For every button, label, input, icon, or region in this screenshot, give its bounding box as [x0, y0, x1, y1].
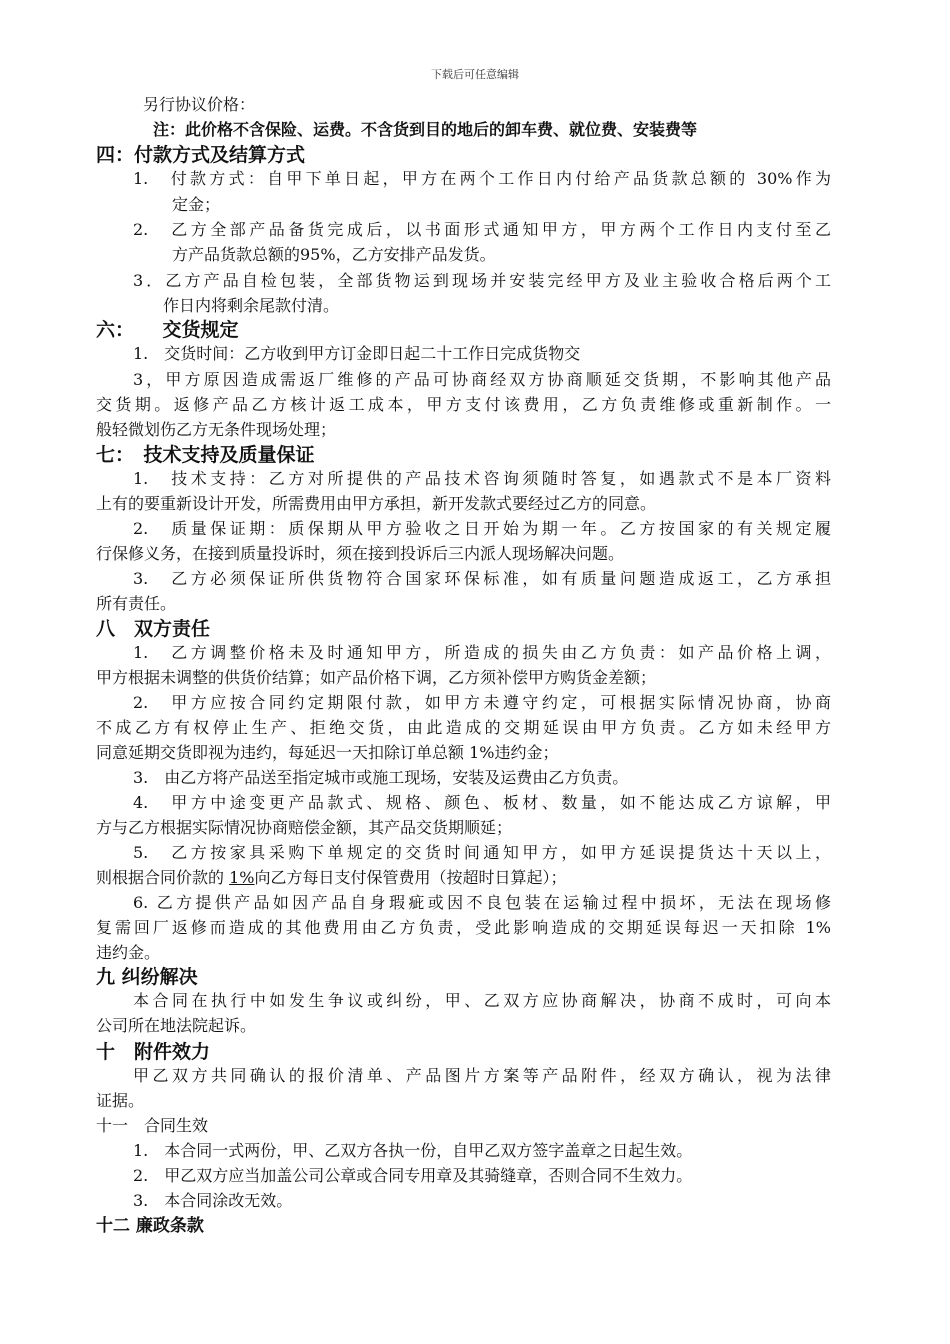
text-span: 则根据合同价款的 [96, 868, 230, 887]
text-line: 2. 质量保证期：质保期从甲方验收之日开始为期一年。乙方按国家的有关规定履 [133, 519, 831, 538]
text-line: 同意延期交货即视为违约，每延迟一天扣除订单总额 1%违约金； [96, 743, 559, 762]
text-line: 3．乙方产品自检包装，全部货物运到现场并安装完经甲方及业主验收合格后两个工 [133, 271, 831, 290]
text-line: 甲乙双方共同确认的报价清单、产品图片方案等产品附件，经双方确认，视为法律 [133, 1066, 831, 1085]
section-heading-7: 七： 技术支持及质量保证 [96, 444, 315, 466]
section-heading-11: 十一 合同生效 [96, 1116, 209, 1135]
text-line: 不成乙方有权停止生产、拒绝交货，由此造成的交期延误由甲方负责。乙方如未经甲方 [96, 718, 831, 737]
section-heading-10: 十 附件效力 [96, 1041, 211, 1063]
text-line: 交货期。返修产品乙方核计返工成本，甲方支付该费用，乙方负责维修或重新制作。一 [96, 395, 831, 414]
text-line: 另行协议价格： [143, 95, 256, 114]
text-line: 复需回厂返修而造成的其他费用由乙方负责，受此影响造成的交期延误每迟一天扣除 1% [96, 918, 831, 937]
page-header: 下载后可任意编辑 [431, 68, 519, 81]
text-line: 6. 乙方提供产品如因产品自身瑕疵或因不良包装在运输过程中损坏，无法在现场修 [133, 893, 831, 912]
text-line: 1. 技术支持：乙方对所提供的产品技术咨询须随时答复，如遇款式不是本厂资料 [133, 469, 831, 488]
text-line: 方与乙方根据实际情况协商赔偿金额，其产品交货期顺延； [96, 818, 513, 837]
section-heading-9: 九 纠纷解决 [96, 966, 198, 988]
text-line: 1. 本合同一式两份，甲、乙双方各执一份，自甲乙双方签字盖章之日起生效。 [133, 1141, 693, 1160]
text-line: 所有责任。 [96, 594, 177, 613]
text-line: 3. 由乙方将产品送至指定城市或施工现场，安装及运费由乙方负责。 [133, 768, 629, 787]
underlined-rate: 1% [229, 868, 255, 887]
price-note: 注：此价格不含保险、运费。不含货到目的地后的卸车费、就位费、安装费等 [153, 120, 698, 139]
text-line: 证据。 [96, 1091, 145, 1110]
text-line: 3. 乙方必须保证所供货物符合国家环保标准，如有质量问题造成返工，乙方承担 [133, 569, 831, 588]
text-line: 2. 乙方全部产品备货完成后，以书面形式通知甲方，甲方两个工作日内支付至乙 [133, 220, 831, 239]
text-line: 违约金。 [96, 943, 161, 962]
text-line: 上有的要重新设计开发，所需费用由甲方承担，新开发款式要经过乙方的同意。 [96, 494, 657, 513]
text-line: 3. 本合同涂改无效。 [133, 1191, 293, 1210]
text-line: 定金； [172, 195, 221, 214]
section-heading-6: 六： 交货规定 [96, 319, 239, 341]
text-line: 作日内将剩余尾款付清。 [163, 296, 340, 315]
text-line: 般轻微划伤乙方无条件现场处理； [96, 420, 337, 439]
text-line: 方产品货款总额的95%，乙方安排产品发货。 [172, 245, 496, 264]
text-line: 2. 甲乙双方应当加盖公司公章或合同专用章及其骑缝章，否则合同不生效力。 [133, 1166, 693, 1185]
text-line: 1. 付款方式：自甲下单日起，甲方在两个工作日内付给产品货款总额的 30%作为 [133, 169, 831, 188]
text-line: 甲方根据未调整的供货价结算；如产品价格下调，乙方须补偿甲方购货金差额； [96, 668, 657, 687]
text-line: 行保修义务，在接到质量投诉时，须在接到投诉后三内派人现场解决问题。 [96, 544, 625, 563]
text-line: 2. 甲方应按合同约定期限付款，如甲方未遵守约定，可根据实际情况协商，协商 [133, 693, 831, 712]
text-line: 本合同在执行中如发生争议或纠纷，甲、乙双方应协商解决，协商不成时，可向本 [133, 991, 831, 1010]
section-heading-8: 八 双方责任 [96, 618, 211, 640]
text-line: 4. 甲方中途变更产品款式、规格、颜色、板材、数量，如不能达成乙方谅解，甲 [133, 793, 831, 812]
text-line [96, 867, 567, 889]
section-heading-4: 四：付款方式及结算方式 [96, 144, 306, 166]
text-line: 3，甲方原因造成需返厂维修的产品可协商经双方协商顺延交货期，不影响其他产品 [133, 370, 831, 389]
text-line: 1. 交货时间：乙方收到甲方订金即日起二十工作日完成货物交 [133, 344, 581, 363]
text-line: 1. 乙方调整价格未及时通知甲方，所造成的损失由乙方负责：如产品价格上调， [133, 643, 831, 662]
text-line: 5. 乙方按家具采购下单规定的交货时间通知甲方，如甲方延误提货达十天以上， [133, 843, 831, 862]
text-line: 公司所在地法院起诉。 [96, 1016, 257, 1035]
section-heading-12: 十二 廉政条款 [96, 1216, 204, 1236]
text-span: 向乙方每日支付保管费用（按超时日算起）； [254, 868, 567, 887]
